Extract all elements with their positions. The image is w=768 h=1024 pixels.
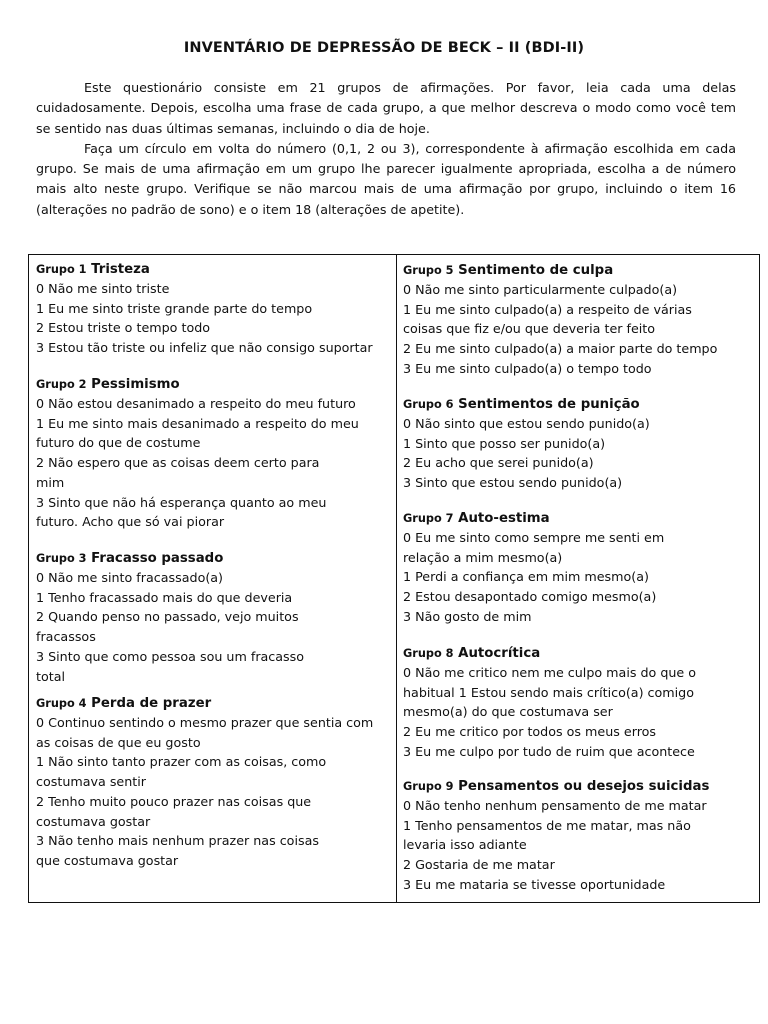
option-item: 0 Continuo sentindo o mesmo prazer que sentia com as coisas de que eu gosto: [36, 715, 374, 750]
option-item: 2 Eu me critico por todos os meus erros: [403, 724, 657, 740]
option-item: 1 Perdi a confiança em mim mesmo(a): [403, 569, 649, 585]
group-9: [403, 778, 755, 895]
option-item: 2 Estou triste o tempo todo: [36, 320, 211, 336]
option-item: 0 Não me critico nem me culpo mais do que o habitual 1 Estou sendo mais crítico(a) comigo mesmo(a) do que costumava ser: [403, 665, 697, 720]
option-item: 3 Eu me mataria se tivesse oportunidade: [403, 876, 666, 892]
option-item: 2 Estou desapontado comigo mesmo(a): [403, 589, 657, 605]
option-item: 2 Não espero que as coisas deem certo para mim: [36, 455, 320, 490]
group-2: [36, 376, 390, 532]
option-item: 2 Eu me sinto culpado(a) a maior parte do tempo: [403, 341, 718, 357]
group-heading: Grupo 9 Pensamentos ou desejos suicidas: [403, 779, 710, 794]
option-item: 1 Não sinto tanto prazer com as coisas, como costumava sentir: [36, 754, 327, 790]
group-heading: Grupo 3 Fracasso passado: [36, 551, 224, 566]
option-item: 1 Tenho pensamentos de me matar, mas não levaria isso adiante: [403, 817, 691, 853]
option-item: 3 Eu me culpo por tudo de ruim que acontece: [403, 743, 695, 759]
option-item: 3 Sinto que estou sendo punido(a): [403, 475, 623, 491]
option-item: 3 Eu me sinto culpado(a) o tempo todo: [403, 360, 652, 376]
group-1: [36, 261, 390, 358]
option-item: 3 Sinto que como pessoa sou um fracasso total: [36, 648, 305, 684]
group-3: [36, 550, 390, 686]
question-table: [28, 254, 760, 903]
group-heading: Grupo 5 Sentimento de culpa: [403, 263, 614, 278]
option-item: 1 Eu me sinto triste grande parte do tempo: [36, 300, 313, 316]
group-heading: Grupo 2 Pessimismo: [36, 377, 180, 392]
group-heading: Grupo 1 Tristeza: [36, 262, 150, 277]
option-item: 1 Sinto que posso ser punido(a): [403, 435, 606, 451]
group-5: [403, 262, 755, 379]
option-item: 1 Eu me sinto culpado(a) a respeito de várias coisas que fiz e/ou que deveria ter feito: [403, 301, 692, 337]
group-heading: Grupo 4 Perda de prazer: [36, 696, 212, 711]
option-item: 1 Eu me sinto mais desanimado a respeito do meu futuro do que de costume: [36, 415, 359, 451]
option-item: 3 Estou tão triste ou infeliz que não consigo suportar: [36, 340, 373, 356]
option-item: 2 Tenho muito pouco prazer nas coisas que costumava gostar: [36, 793, 312, 829]
page-title: INVENTÁRIO DE DEPRESSÃO DE BECK – II (BDI-II): [183, 40, 585, 56]
option-item: 3 Não gosto de mim: [403, 608, 532, 624]
option-item: 0 Eu me sinto como sempre me senti em relação a mim mesmo(a): [403, 530, 665, 565]
column-divider: [396, 255, 397, 902]
option-item: 3 Sinto que não há esperança quanto ao meu futuro. Acho que só vai piorar: [36, 494, 327, 530]
intro-paragraph: Este questionário consiste em 21 grupos de afirmações. Por favor, leia cada uma delas cuidadosamente. Depois, escolha uma frase de cada grupo, a que melhor descreva o modo como você tem se sentido nas duas últimas semanas, incluindo o dia de hoje.: [36, 80, 736, 136]
option-item: 0 Não sinto que estou sendo punido(a): [403, 416, 650, 431]
group-heading: Grupo 8 Autocrítica: [403, 646, 541, 661]
intro-text: [36, 78, 736, 220]
option-item: 3 Não tenho mais nenhum prazer nas coisas que costumava gostar: [36, 833, 319, 868]
option-item: 2 Eu acho que serei punido(a): [403, 455, 594, 471]
group-8: [403, 645, 755, 762]
option-item: 0 Não tenho nenhum pensamento de me matar: [403, 798, 707, 813]
option-item: 1 Tenho fracassado mais do que deveria: [36, 589, 293, 605]
option-item: 2 Gostaria de me matar: [403, 857, 555, 873]
group-4: [36, 695, 390, 871]
group-heading: Grupo 7 Auto-estima: [403, 511, 550, 526]
option-item: 0 Não me sinto fracassado(a): [36, 570, 224, 585]
group-7: [403, 510, 755, 627]
option-item: 0 Não me sinto particularmente culpado(a): [403, 282, 678, 297]
option-item: 0 Não estou desanimado a respeito do meu futuro: [36, 396, 356, 411]
group-6: [403, 396, 755, 493]
intro-paragraph: Faça um círculo em volta do número (0,1, 2 ou 3), correspondente à afirmação escolhida em cada grupo. Se mais de uma afirmação em um grupo lhe parecer igualmente apropriada, escolha a de número mais alto neste grupo. Verifique se não marcou mais de uma afirmação por grupo, incluindo o item 16 (alterações no padrão de sono) e o item 18 (alterações de apetite).: [36, 140, 736, 217]
option-item: 0 Não me sinto triste: [36, 281, 170, 296]
group-heading: Grupo 6 Sentimentos de punição: [403, 397, 640, 412]
option-item: 2 Quando penso no passado, vejo muitos fracassos: [36, 609, 299, 645]
